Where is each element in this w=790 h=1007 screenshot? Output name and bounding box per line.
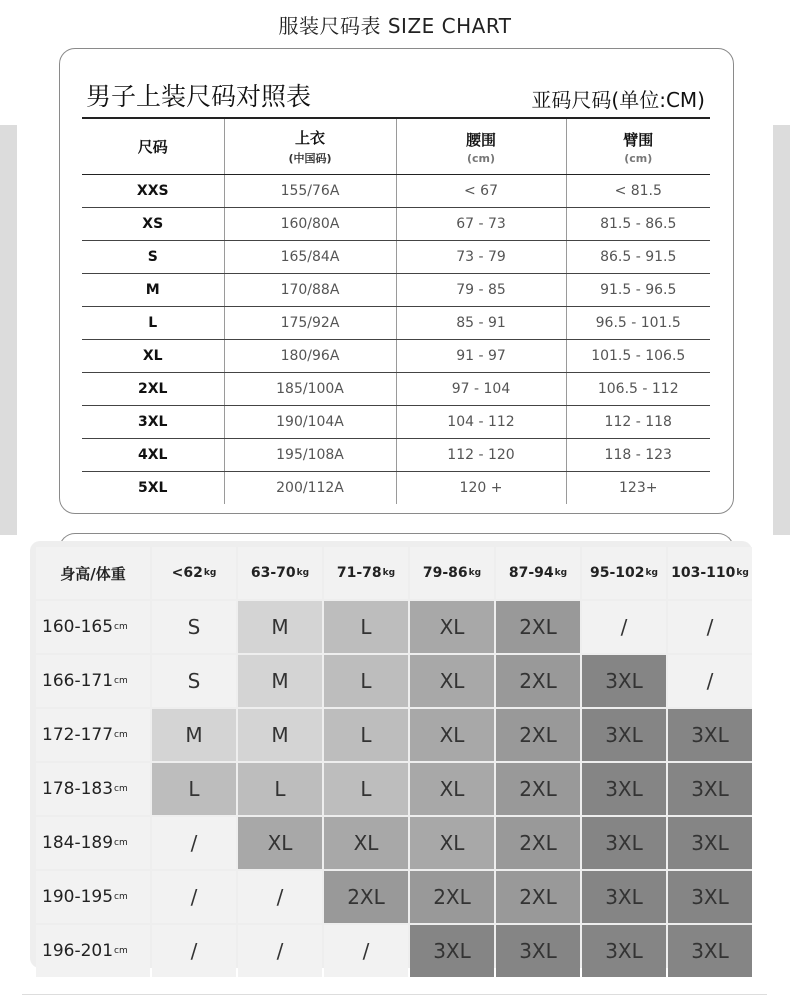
china-size-cell: 155/76A: [224, 175, 396, 208]
china-size-cell: 170/88A: [224, 274, 396, 307]
arm-cell: 96.5 - 101.5: [566, 307, 710, 340]
size-recommendation-cell: L: [324, 709, 408, 761]
size-recommendation-cell: 3XL: [582, 709, 666, 761]
size-cell: 4XL: [82, 439, 224, 472]
arm-cell: < 81.5: [566, 175, 710, 208]
height-weight-size-card: [30, 541, 752, 968]
waist-cell: 104 - 112: [396, 406, 566, 439]
size-recommendation-cell: 3XL: [668, 871, 752, 923]
table-row: [82, 241, 710, 274]
size-recommendation-cell: M: [238, 709, 322, 761]
weight-header: <62 kg: [152, 547, 236, 599]
china-size-cell: 165/84A: [224, 241, 396, 274]
table-row: [82, 274, 710, 307]
waist-cell: 85 - 91: [396, 307, 566, 340]
size-recommendation-cell: 2XL: [496, 655, 580, 707]
size-recommendation-cell: XL: [410, 601, 494, 653]
table-row: [82, 175, 710, 208]
weight-unit-label: kg: [468, 568, 482, 578]
waist-cell: < 67: [396, 175, 566, 208]
height-row-header: 184-189 cm: [36, 817, 150, 869]
weight-header: 103-110 kg: [668, 547, 752, 599]
header-top-china-size: 上衣 (中国码): [224, 119, 396, 175]
size-recommendation-cell: L: [324, 655, 408, 707]
mens-top-size-card: [59, 48, 734, 514]
weight-unit-label: kg: [382, 568, 396, 578]
size-recommendation-cell: 2XL: [496, 763, 580, 815]
size-recommendation-cell: 3XL: [668, 763, 752, 815]
table-row: [82, 439, 710, 472]
table-row: [82, 472, 710, 505]
size-cell: 5XL: [138, 480, 168, 496]
size-table-title: 男子上装尺码对照表: [86, 82, 312, 111]
page-title: 服装尺码表 SIZE CHART: [278, 14, 512, 38]
china-size-cell: 180/96A: [224, 340, 396, 373]
china-size-cell: 190/104A: [224, 406, 396, 439]
size-recommendation-cell: L: [238, 763, 322, 815]
size-recommendation-cell: /: [152, 871, 236, 923]
header-waist: 腰围 (cm): [396, 119, 566, 175]
height-unit-label: cm: [114, 730, 128, 740]
size-cell: XS: [82, 208, 224, 241]
height-weight-grid: [36, 547, 752, 977]
right-side-strip: [773, 125, 790, 535]
size-recommendation-cell: 3XL: [582, 655, 666, 707]
waist-cell: 97 - 104: [396, 373, 566, 406]
size-recommendation-cell: /: [582, 601, 666, 653]
size-recommendation-cell: S: [152, 655, 236, 707]
waist-cell: 79 - 85: [396, 274, 566, 307]
size-cell: XL: [82, 340, 224, 373]
waist-cell: 73 - 79: [396, 241, 566, 274]
left-side-strip: [0, 125, 17, 535]
arm-cell: 106.5 - 112: [566, 373, 710, 406]
size-recommendation-cell: 3XL: [582, 817, 666, 869]
size-recommendation-cell: XL: [410, 709, 494, 761]
table-row: [82, 208, 710, 241]
size-recommendation-cell: M: [152, 709, 236, 761]
size-recommendation-cell: /: [238, 871, 322, 923]
weight-unit-label: kg: [736, 568, 749, 578]
size-table-header-row: [82, 119, 710, 175]
height-unit-label: cm: [114, 892, 128, 902]
size-recommendation-cell: M: [238, 655, 322, 707]
header-size: 尺码: [82, 119, 224, 175]
size-recommendation-cell: M: [238, 601, 322, 653]
size-cell: M: [82, 274, 224, 307]
height-row-header: 196-201 cm: [36, 925, 150, 977]
size-recommendation-cell: /: [668, 601, 752, 653]
height-row-header: 190-195 cm: [36, 871, 150, 923]
height-row-header: 166-171 cm: [36, 655, 150, 707]
weight-header: 95-102 kg: [582, 547, 666, 599]
weight-unit-label: kg: [554, 568, 568, 578]
weight-header: 79-86 kg: [410, 547, 494, 599]
height-unit-label: cm: [114, 838, 128, 848]
size-recommendation-cell: 3XL: [582, 763, 666, 815]
size-recommendation-cell: 3XL: [410, 925, 494, 977]
size-recommendation-cell: 3XL: [582, 925, 666, 977]
size-recommendation-cell: 3XL: [582, 871, 666, 923]
size-recommendation-cell: L: [324, 763, 408, 815]
weight-unit-label: kg: [203, 568, 217, 578]
height-unit-label: cm: [114, 946, 128, 956]
weight-unit-label: kg: [645, 568, 658, 578]
size-recommendation-cell: 2XL: [496, 709, 580, 761]
height-unit-label: cm: [114, 676, 128, 686]
bottom-divider: [22, 994, 767, 995]
table-row: [82, 307, 710, 340]
size-recommendation-cell: 3XL: [496, 925, 580, 977]
size-recommendation-cell: 2XL: [324, 871, 408, 923]
china-size-cell: 195/108A: [224, 439, 396, 472]
size-recommendation-cell: 2XL: [410, 871, 494, 923]
arm-cell: 86.5 - 91.5: [566, 241, 710, 274]
weight-header: 87-94 kg: [496, 547, 580, 599]
size-cell: XXS: [82, 175, 224, 208]
size-recommendation-cell: 2XL: [496, 817, 580, 869]
table-row: [82, 373, 710, 406]
size-recommendation-cell: /: [152, 925, 236, 977]
size-recommendation-cell: /: [668, 655, 752, 707]
size-recommendation-cell: 3XL: [668, 709, 752, 761]
size-recommendation-cell: L: [324, 601, 408, 653]
arm-cell: 101.5 - 106.5: [566, 340, 710, 373]
china-size-cell: 200/112A: [224, 472, 396, 505]
size-comparison-table: [82, 119, 710, 504]
size-recommendation-cell: XL: [238, 817, 322, 869]
size-recommendation-cell: 3XL: [668, 925, 752, 977]
height-weight-corner: 身高/体重: [36, 547, 150, 599]
size-recommendation-cell: XL: [410, 817, 494, 869]
size-cell: 2XL: [82, 373, 224, 406]
size-recommendation-cell: 3XL: [668, 817, 752, 869]
header-arm: 臂围 (cm): [566, 119, 710, 175]
size-recommendation-cell: /: [152, 817, 236, 869]
size-cell: L: [82, 307, 224, 340]
arm-cell: 118 - 123: [566, 439, 710, 472]
height-unit-label: cm: [114, 622, 128, 632]
size-cell: S: [82, 241, 224, 274]
waist-cell: 112 - 120: [396, 439, 566, 472]
waist-cell: 67 - 73: [396, 208, 566, 241]
size-recommendation-cell: /: [238, 925, 322, 977]
china-size-cell: 185/100A: [224, 373, 396, 406]
waist-cell: 120 +: [396, 472, 566, 505]
weight-unit-label: kg: [296, 568, 310, 578]
size-recommendation-cell: S: [152, 601, 236, 653]
size-recommendation-cell: XL: [410, 763, 494, 815]
size-recommendation-cell: L: [152, 763, 236, 815]
arm-cell: 112 - 118: [566, 406, 710, 439]
size-recommendation-cell: XL: [410, 655, 494, 707]
waist-cell: 91 - 97: [396, 340, 566, 373]
height-row-header: 178-183 cm: [36, 763, 150, 815]
arm-cell: 91.5 - 96.5: [566, 274, 710, 307]
arm-cell: 123+: [566, 472, 710, 505]
table-row: [82, 340, 710, 373]
size-recommendation-cell: XL: [324, 817, 408, 869]
height-unit-label: cm: [114, 784, 128, 794]
size-recommendation-cell: 2XL: [496, 601, 580, 653]
size-recommendation-cell: 2XL: [496, 871, 580, 923]
weight-header: 71-78 kg: [324, 547, 408, 599]
china-size-cell: 175/92A: [224, 307, 396, 340]
arm-cell: 81.5 - 86.5: [566, 208, 710, 241]
china-size-cell: 160/80A: [224, 208, 396, 241]
height-row-header: 172-177 cm: [36, 709, 150, 761]
weight-header: 63-70 kg: [238, 547, 322, 599]
table-row: [82, 406, 710, 439]
size-cell: 3XL: [82, 406, 224, 439]
size-unit-note: 亚码尺码(单位:CM): [531, 88, 705, 112]
height-row-header: 160-165 cm: [36, 601, 150, 653]
size-recommendation-cell: /: [324, 925, 408, 977]
